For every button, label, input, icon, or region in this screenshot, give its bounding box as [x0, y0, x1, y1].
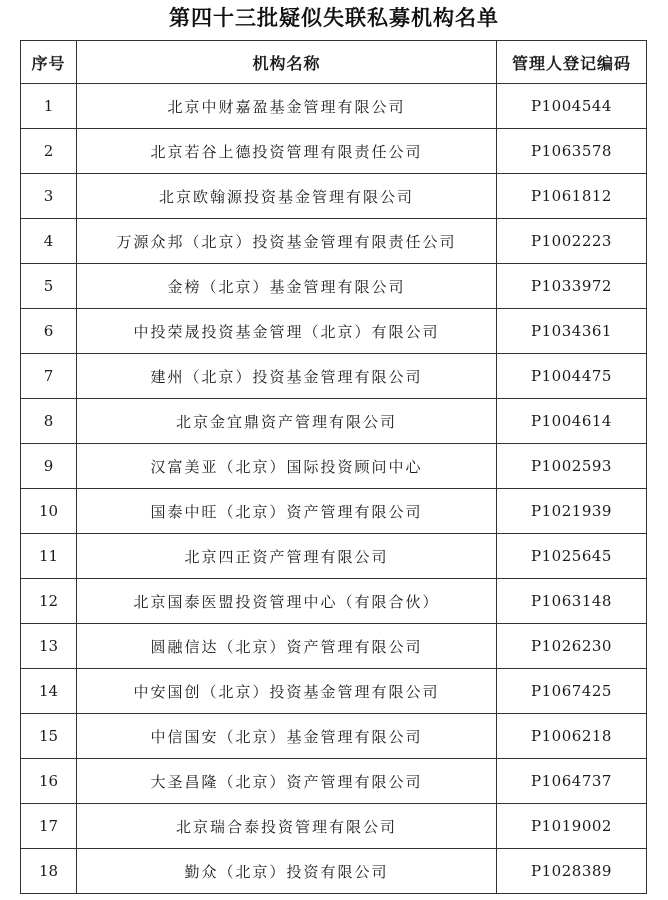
- table-row: [21, 624, 647, 669]
- table-row: [21, 534, 647, 579]
- page-title: 第四十三批疑似失联私募机构名单: [169, 5, 499, 30]
- registration-code: P1002593: [497, 444, 647, 489]
- registration-code: P1004544: [497, 84, 647, 129]
- registration-code: P1063578: [497, 129, 647, 174]
- row-index: 18: [21, 849, 77, 894]
- table-row: [21, 804, 647, 849]
- institution-name: 勤众（北京）投资有限公司: [77, 849, 497, 894]
- institution-name: 万源众邦（北京）投资基金管理有限责任公司: [77, 219, 497, 264]
- registration-code: P1002223: [497, 219, 647, 264]
- registration-code: P1034361: [497, 309, 647, 354]
- institution-name: 大圣昌隆（北京）资产管理有限公司: [77, 759, 497, 804]
- table-row: [21, 444, 647, 489]
- table-row: [21, 714, 647, 759]
- table-row: [21, 849, 647, 894]
- row-index: 14: [21, 669, 77, 714]
- table-row: [21, 579, 647, 624]
- header-registration-code: 管理人登记编码: [497, 41, 647, 84]
- institution-name: 圆融信达（北京）资产管理有限公司: [77, 624, 497, 669]
- row-index: 4: [21, 219, 77, 264]
- institution-name: 金榜（北京）基金管理有限公司: [77, 264, 497, 309]
- registration-code: P1026230: [497, 624, 647, 669]
- registration-code: P1006218: [497, 714, 647, 759]
- table-row: [21, 759, 647, 804]
- registration-code: P1019002: [497, 804, 647, 849]
- row-index: 5: [21, 264, 77, 309]
- institution-name: 中安国创（北京）投资基金管理有限公司: [77, 669, 497, 714]
- registration-code: P1061812: [497, 174, 647, 219]
- table-row: [21, 489, 647, 534]
- row-index: 6: [21, 309, 77, 354]
- institution-name: 北京若谷上德投资管理有限责任公司: [77, 129, 497, 174]
- registration-code: P1033972: [497, 264, 647, 309]
- row-index: 11: [21, 534, 77, 579]
- table-row: [21, 669, 647, 714]
- institution-name: 建州（北京）投资基金管理有限公司: [77, 354, 497, 399]
- institution-name: 中信国安（北京）基金管理有限公司: [77, 714, 497, 759]
- row-index: 10: [21, 489, 77, 534]
- row-index: 3: [21, 174, 77, 219]
- institution-name: 北京欧翰源投资基金管理有限公司: [77, 174, 497, 219]
- institution-name: 北京国泰医盟投资管理中心（有限合伙）: [77, 579, 497, 624]
- table-row: [21, 264, 647, 309]
- table-row: [21, 129, 647, 174]
- registration-code: P1004614: [497, 399, 647, 444]
- row-index: 9: [21, 444, 77, 489]
- table-row: [21, 219, 647, 264]
- row-index: 8: [21, 399, 77, 444]
- registration-code: P1004475: [497, 354, 647, 399]
- row-index: 15: [21, 714, 77, 759]
- institution-name: 中投荣晟投资基金管理（北京）有限公司: [77, 309, 497, 354]
- table-row: [21, 84, 647, 129]
- row-index: 16: [21, 759, 77, 804]
- row-index: 17: [21, 804, 77, 849]
- registration-code: P1025645: [497, 534, 647, 579]
- row-index: 1: [21, 84, 77, 129]
- registration-code: P1064737: [497, 759, 647, 804]
- institution-name: 北京瑞合泰投资管理有限公司: [77, 804, 497, 849]
- table-row: [21, 399, 647, 444]
- registration-code: P1067425: [497, 669, 647, 714]
- registration-code: P1028389: [497, 849, 647, 894]
- header-index: 序号: [21, 41, 77, 84]
- header-institution-name: 机构名称: [77, 41, 497, 84]
- institution-name: 国泰中旺（北京）资产管理有限公司: [77, 489, 497, 534]
- institution-table: [20, 40, 647, 894]
- table-row: [21, 354, 647, 399]
- row-index: 2: [21, 129, 77, 174]
- row-index: 7: [21, 354, 77, 399]
- institution-name: 北京金宜鼎资产管理有限公司: [77, 399, 497, 444]
- row-index: 13: [21, 624, 77, 669]
- table-header-row: [21, 41, 647, 84]
- registration-code: P1021939: [497, 489, 647, 534]
- table-row: [21, 174, 647, 219]
- row-index: 12: [21, 579, 77, 624]
- institution-name: 北京中财嘉盈基金管理有限公司: [77, 84, 497, 129]
- table-row: [21, 309, 647, 354]
- institution-name: 北京四正资产管理有限公司: [77, 534, 497, 579]
- institution-name: 汉富美亚（北京）国际投资顾问中心: [77, 444, 497, 489]
- table-body: [21, 84, 647, 894]
- registration-code: P1063148: [497, 579, 647, 624]
